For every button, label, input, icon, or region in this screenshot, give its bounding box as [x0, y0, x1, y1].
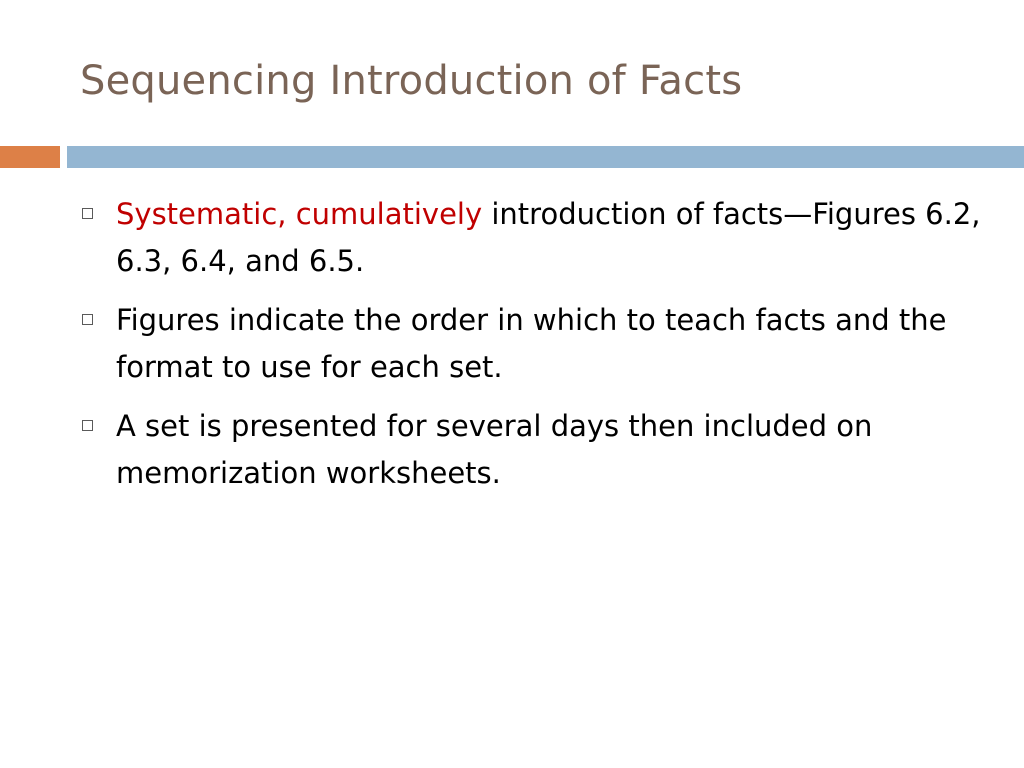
- bullet-item: [82, 297, 982, 391]
- bullet-item: [82, 191, 982, 285]
- slide-title: Sequencing Introduction of Facts: [80, 58, 743, 104]
- square-bullet-icon: [82, 208, 93, 219]
- title-rule-orange: [0, 146, 60, 168]
- bullet-highlight: Systematic, cumulatively: [116, 197, 483, 231]
- square-bullet-icon: [82, 314, 93, 325]
- square-bullet-icon: [82, 420, 93, 431]
- title-rule-blue: [67, 146, 1024, 168]
- bullet-text: A set is presented for several days then included on memorization worksheets.: [116, 409, 873, 490]
- bullet-text: introduction of facts—Figures 6.2, 6.3, 6.4, and 6.5.: [116, 197, 981, 278]
- bullet-list: [82, 191, 982, 509]
- bullet-text: Figures indicate the order in which to teach facts and the format to use for each set.: [116, 303, 947, 384]
- bullet-item: [82, 403, 982, 497]
